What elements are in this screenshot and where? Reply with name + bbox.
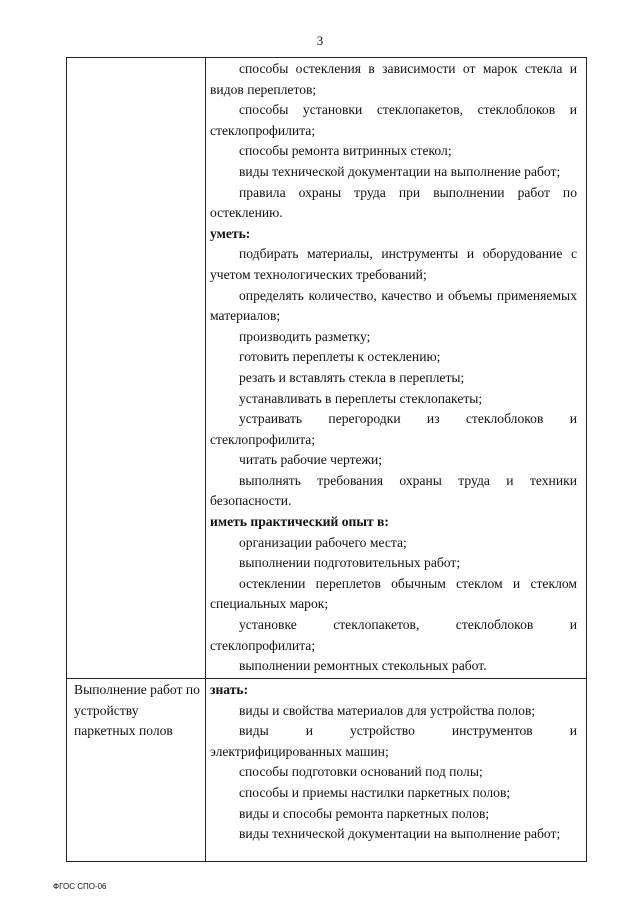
page-number: 3	[316, 33, 324, 48]
paragraph: виды технической документации на выполнение работ;	[239, 163, 561, 179]
paragraph: выполнять требования охраны труда и техники безопасности.	[210, 472, 577, 509]
row2-title-cell: Выполнение работ по устройству паркетных полов	[74, 682, 200, 739]
row-divider	[67, 678, 586, 679]
paragraph: способы подготовки оснований под полы;	[239, 764, 483, 780]
paragraph: готовить переплеты к остеклению;	[239, 349, 441, 365]
section-heading: иметь практический опыт в:	[210, 514, 389, 530]
paragraph: подбирать материалы, инструменты и оборудование с учетом технологических требований;	[210, 246, 577, 282]
paragraph: определять количество, качество и объемы применяемых материалов;	[210, 287, 577, 324]
footer-code: ФГОС СПО-06	[53, 882, 107, 891]
column-divider	[205, 58, 206, 861]
paragraph: устанавливать в переплеты стеклопакеты;	[239, 390, 483, 406]
paragraph: установке стеклопакетов, стеклоблоков и стеклопрофилита;	[210, 617, 577, 653]
paragraph: виды и устройство инструментов и электрифицированных машин;	[210, 723, 577, 759]
paragraph: способы остекления в зависимости от марок стекла и видов переплетов;	[210, 61, 577, 97]
competency-table	[66, 57, 587, 862]
paragraph: организации рабочего места;	[239, 534, 407, 550]
row2-content-cell	[210, 680, 577, 845]
section-heading: знать:	[210, 682, 249, 697]
paragraph: выполнении подготовительных работ;	[239, 555, 461, 571]
paragraph: устраивать перегородки из стеклоблоков и стеклопрофилита;	[210, 411, 577, 447]
paragraph: правила охраны труда при выполнении работ по остеклению.	[210, 184, 577, 221]
paragraph: виды технической документации на выполнение работ;	[239, 826, 561, 842]
paragraph: виды и способы ремонта паркетных полов;	[239, 805, 490, 821]
paragraph: остеклении переплетов обычным стеклом и стеклом специальных марок;	[210, 575, 577, 612]
paragraph: выполнении ремонтных стекольных работ.	[239, 658, 487, 674]
paragraph: способы ремонта витринных стекол;	[239, 143, 452, 159]
paragraph: читать рабочие чертежи;	[239, 452, 383, 468]
row1-content-cell	[210, 59, 577, 677]
paragraph: резать и вставлять стекла в переплеты;	[239, 369, 465, 385]
paragraph: способы и приемы настилки паркетных полов;	[239, 784, 511, 800]
paragraph: производить разметку;	[239, 328, 371, 344]
paragraph: способы установки стеклопакетов, стеклоблоков и стеклопрофилита;	[210, 102, 577, 138]
paragraph: виды и свойства материалов для устройства полов;	[239, 702, 536, 718]
section-heading: уметь:	[210, 225, 251, 241]
